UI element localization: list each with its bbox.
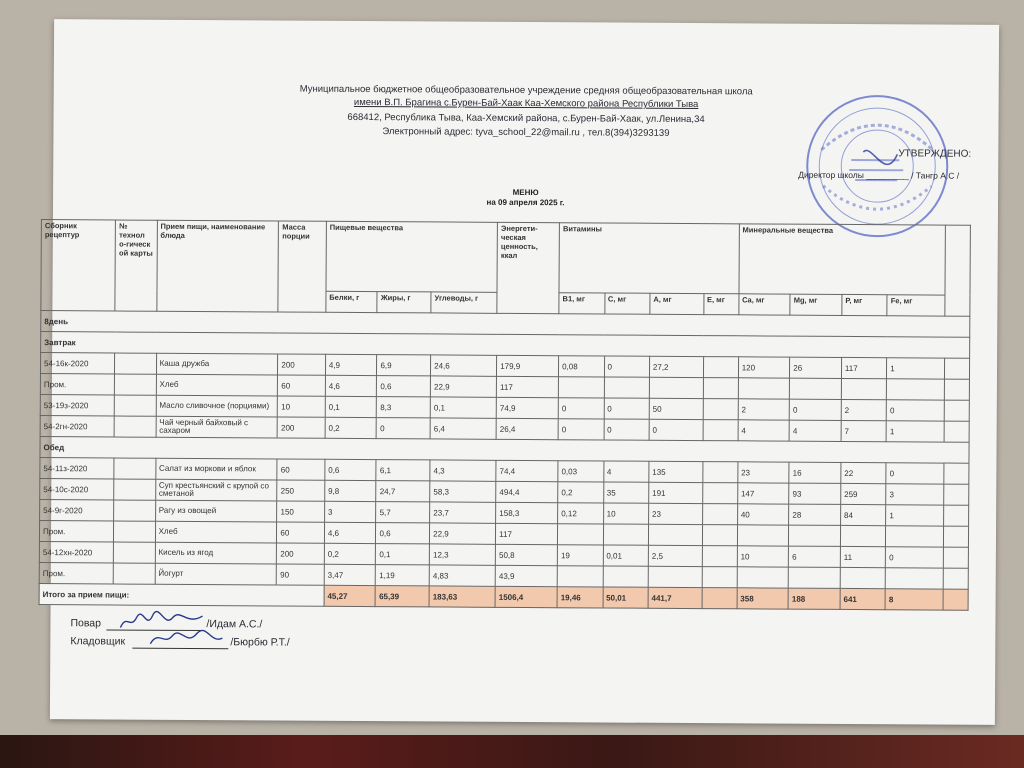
- cell-name: Кисель из ягод: [155, 542, 277, 564]
- header-minerals: Минеральные вещества: [739, 224, 946, 295]
- cell-energy: 50,8: [495, 544, 557, 565]
- cell-name: Масло сливочное (порциями): [156, 395, 278, 417]
- cell-p: 84: [840, 504, 886, 525]
- cell-a: 23: [648, 503, 702, 524]
- total-c: 50,01: [603, 587, 649, 608]
- cell-p: 259: [841, 483, 887, 504]
- day-label: 8день: [41, 311, 970, 338]
- cell-empty: [114, 458, 155, 479]
- cell-fe: 1: [886, 421, 944, 442]
- cell-e: [703, 378, 738, 399]
- cell-mg: 28: [789, 504, 841, 525]
- cell-empty: [944, 400, 969, 421]
- total-p: 641: [840, 588, 886, 609]
- breakfast-label: Завтрак: [41, 332, 970, 359]
- cell-ca: 147: [737, 483, 789, 504]
- cell-empty: [114, 521, 155, 542]
- cell-carbs: 22,9: [430, 376, 496, 397]
- cell-name: Хлеб: [156, 374, 278, 396]
- cell-a: 27,2: [649, 356, 703, 377]
- cook-label: Повар: [70, 617, 102, 630]
- cook-name: /Идам А.С./: [206, 618, 263, 631]
- cell-fe: 3: [886, 484, 944, 505]
- header-mg: Mg, мг: [790, 294, 842, 315]
- cell-fat: 0,6: [376, 523, 430, 544]
- cell-protein: 0,2: [325, 417, 377, 438]
- cell-protein: 3,47: [324, 564, 376, 585]
- cell-code: 54-10с-2020: [40, 479, 114, 500]
- cell-mg: [790, 378, 842, 399]
- cell-b1: 19: [557, 545, 603, 566]
- cell-b1: 0: [558, 419, 604, 440]
- cell-empty: [114, 500, 155, 521]
- cell-energy: 117: [497, 376, 559, 397]
- school-name-line1: Муниципальное бюджетное общеобразовательное учреждение средняя общеобразовательная школа: [299, 83, 753, 98]
- cell-empty: [944, 526, 969, 547]
- header-vitamins: Витамины: [559, 223, 739, 294]
- floor-background: [0, 735, 1024, 768]
- cell-ca: 10: [737, 546, 789, 567]
- cell-p: 22: [841, 462, 887, 483]
- cell-empty: [943, 547, 968, 568]
- cell-ca: 120: [738, 357, 790, 378]
- header-c: C, мг: [604, 293, 650, 314]
- cell-mass: 60: [277, 459, 325, 480]
- cell-p: [840, 567, 886, 588]
- cell-mass: 200: [277, 543, 325, 564]
- header-b1: B1, мг: [559, 293, 605, 314]
- cell-mass: 200: [278, 354, 326, 375]
- cell-mass: 60: [277, 522, 325, 543]
- cell-fat: 0,6: [377, 376, 431, 397]
- cell-code: 54-2гн-2020: [40, 416, 114, 437]
- cell-carbs: 22,9: [430, 523, 496, 544]
- cell-energy: 74,4: [496, 460, 558, 481]
- cell-fat: 0,1: [376, 544, 430, 565]
- cell-e: [702, 504, 737, 525]
- cell-fe: 1: [886, 505, 944, 526]
- cell-name: Чай черный байховый с сахаром: [156, 416, 278, 438]
- cell-a: [648, 524, 702, 545]
- cell-ca: [737, 525, 789, 546]
- cell-p: [840, 525, 886, 546]
- total-fat: 65,39: [376, 586, 430, 607]
- header-nutrients: Пищевые вещества: [326, 221, 498, 292]
- header-ca: Ca, мг: [739, 294, 791, 315]
- header-meal: Прием пищи, наименование блюда: [156, 220, 278, 312]
- cell-empty: [115, 374, 156, 395]
- cell-c: [603, 566, 649, 587]
- cell-empty: [115, 395, 156, 416]
- cell-c: [603, 524, 649, 545]
- cell-protein: 0,2: [324, 543, 376, 564]
- cell-fat: 24,7: [376, 481, 430, 502]
- cell-empty: [943, 568, 968, 589]
- cell-fat: 8,3: [377, 397, 431, 418]
- cell-empty: [114, 542, 155, 563]
- cell-a: [649, 377, 703, 398]
- cell-p: 11: [840, 546, 886, 567]
- cell-c: 0: [604, 356, 650, 377]
- total-carbs: 183,63: [429, 586, 495, 607]
- cell-fat: 5,7: [376, 502, 430, 523]
- cell-empty: [944, 505, 969, 526]
- cell-carbs: 4,83: [429, 565, 495, 586]
- school-address: 668412, Республика Тыва, Каа-Хемский района, с.Бурен-Бай-Хаак, ул.Ленина,34: [347, 111, 705, 126]
- cell-mg: 26: [790, 357, 842, 378]
- cell-protein: 9,8: [325, 480, 377, 501]
- cell-code: 54-16к-2020: [40, 353, 114, 374]
- document-sheet: [42, 19, 999, 725]
- cell-energy: 74,9: [496, 397, 558, 418]
- cell-p: 2: [841, 399, 887, 420]
- director-signature-line: Директор школы _________ / Тангр А.С /: [798, 169, 960, 181]
- cell-e: [702, 567, 737, 588]
- cell-name: Салат из моркови и яблок: [155, 458, 277, 480]
- total-label: Итого за прием пищи:: [39, 584, 324, 607]
- cell-e: [702, 462, 737, 483]
- cell-carbs: 6,4: [430, 418, 496, 439]
- cell-fe: 1: [887, 358, 945, 379]
- cell-empty: [115, 353, 156, 374]
- cell-carbs: 4,3: [430, 460, 496, 481]
- header-tech-card: № технол о-гическ ой карты: [115, 220, 157, 311]
- cell-mass: 150: [277, 501, 325, 522]
- school-stamp-icon: [801, 90, 954, 243]
- total-a: 441,7: [648, 587, 702, 608]
- cell-code: Пром.: [39, 563, 113, 584]
- school-contacts: Электронный адрес: tyva_school_22@mail.ru , тел.8(394)3293139: [382, 126, 670, 139]
- total-empty: [943, 589, 968, 610]
- cell-b1: 0,03: [558, 461, 604, 482]
- header-fat: Жиры, г: [377, 292, 431, 313]
- cell-a: 135: [649, 461, 703, 482]
- cell-protein: 0,1: [325, 396, 377, 417]
- header-mass: Масса порции: [278, 221, 326, 312]
- cell-energy: 43,9: [495, 565, 557, 586]
- cell-fat: 6,9: [377, 355, 431, 376]
- cell-mass: 90: [277, 564, 325, 585]
- header-p: P, мг: [842, 294, 888, 315]
- cell-protein: 4,6: [324, 522, 376, 543]
- cell-fe: [887, 379, 945, 400]
- cell-mass: 10: [278, 396, 326, 417]
- cell-a: 0: [649, 419, 703, 440]
- cell-name: Каша дружба: [156, 353, 278, 375]
- lunch-label: Обед: [40, 437, 969, 464]
- cell-ca: [738, 378, 790, 399]
- cell-empty: [114, 416, 155, 437]
- cell-a: 191: [649, 482, 703, 503]
- cell-a: 50: [649, 398, 703, 419]
- cell-empty: [945, 358, 970, 379]
- cell-carbs: 12,3: [429, 544, 495, 565]
- cell-a: [648, 566, 702, 587]
- storekeeper-name: /Бюрбю Р.Т./: [230, 636, 290, 649]
- cell-b1: [558, 524, 604, 545]
- cell-mg: 0: [790, 399, 842, 420]
- cell-empty: [944, 421, 969, 442]
- cell-fat: 1,19: [376, 565, 430, 586]
- cell-ca: 40: [737, 504, 789, 525]
- cell-protein: 3: [324, 501, 376, 522]
- cell-p: 117: [841, 357, 887, 378]
- cell-carbs: 0,1: [430, 397, 496, 418]
- cell-code: Пром.: [40, 374, 114, 395]
- header-a: A, мг: [650, 293, 704, 314]
- cell-name: Хлеб: [155, 521, 277, 543]
- cell-c: 10: [603, 503, 649, 524]
- cell-energy: 179,9: [497, 355, 559, 376]
- cell-mg: 6: [789, 546, 841, 567]
- cell-protein: 0,6: [325, 459, 377, 480]
- cell-b1: [557, 566, 603, 587]
- cell-fe: 0: [886, 547, 944, 568]
- cell-name: Рагу из овощей: [155, 500, 277, 522]
- total-energy: 1506,4: [495, 586, 557, 607]
- cell-empty: [944, 379, 969, 400]
- header-e: E, мг: [703, 294, 738, 315]
- approved-label: УТВЕРЖДЕНО:: [898, 148, 972, 160]
- cell-energy: 158,3: [496, 502, 558, 523]
- cell-b1: 0: [558, 398, 604, 419]
- cell-fe: 0: [886, 463, 944, 484]
- cell-code: Пром.: [39, 521, 113, 542]
- cell-b1: 0,12: [558, 503, 604, 524]
- header-protein: Белки, г: [326, 291, 378, 312]
- cell-fe: [885, 568, 943, 589]
- cell-c: [604, 377, 650, 398]
- storekeeper-label: Кладовщик: [70, 635, 126, 648]
- cell-p: 7: [841, 420, 887, 441]
- cell-mass: 200: [277, 417, 325, 438]
- cell-e: [703, 357, 738, 378]
- total-row: [39, 584, 968, 611]
- cell-p: [841, 378, 887, 399]
- cell-c: 0: [604, 419, 650, 440]
- cell-b1: [558, 377, 604, 398]
- cell-empty: [114, 563, 155, 584]
- cell-code: 54-11з-2020: [40, 458, 114, 479]
- cell-b1: 0,2: [558, 482, 604, 503]
- cell-ca: 2: [738, 399, 790, 420]
- school-name-line2: имени В.П. Брагина с.Бурен-Бай-Хаак Каа-Хемского района Республики Тыва: [353, 96, 699, 111]
- cell-protein: 4,6: [325, 375, 377, 396]
- cell-mass: 60: [278, 375, 326, 396]
- cell-name: Йогурт: [155, 563, 277, 585]
- cell-protein: 4,9: [325, 354, 377, 375]
- cell-mass: 250: [277, 480, 325, 501]
- cell-a: 2,5: [648, 545, 702, 566]
- lunch-rows: [39, 458, 969, 590]
- cell-c: 4: [603, 461, 649, 482]
- cell-name: Суп крестьянский с крупой со сметаной: [155, 479, 277, 501]
- cell-mg: 16: [789, 462, 841, 483]
- cell-mg: 93: [789, 483, 841, 504]
- header-empty: [945, 225, 970, 316]
- cell-mg: [788, 567, 840, 588]
- cell-fe: [886, 526, 944, 547]
- cell-empty: [944, 463, 969, 484]
- menu-table: [39, 219, 971, 611]
- total-e: [702, 588, 737, 609]
- cell-mg: [789, 525, 841, 546]
- total-b1: 19,46: [557, 587, 603, 608]
- cell-ca: 23: [738, 462, 790, 483]
- cell-energy: 26,4: [496, 418, 558, 439]
- cell-empty: [944, 484, 969, 505]
- cell-b1: 0,08: [559, 356, 605, 377]
- header-energy: Энергети-ческая ценность, ккал: [497, 222, 559, 313]
- cell-ca: 4: [738, 420, 790, 441]
- cell-carbs: 24,6: [431, 355, 497, 376]
- cell-carbs: 23,7: [430, 502, 496, 523]
- cell-fat: 6,1: [376, 460, 430, 481]
- cell-carbs: 58,3: [430, 481, 496, 502]
- header-recipes: Сборник рецептур: [41, 220, 116, 311]
- cell-c: 0: [604, 398, 650, 419]
- cell-energy: 494,4: [496, 481, 558, 502]
- total-ca: 358: [737, 588, 789, 609]
- cell-code: 54-9г-2020: [40, 500, 114, 521]
- header-carbs: Углеводы, г: [431, 292, 497, 313]
- cell-e: [702, 483, 737, 504]
- cell-e: [703, 399, 738, 420]
- cell-code: 53-19з-2020: [40, 395, 114, 416]
- cell-ca: [737, 567, 789, 588]
- cell-e: [702, 525, 737, 546]
- cell-mg: 4: [789, 420, 841, 441]
- cell-code: 54-12хн-2020: [39, 542, 113, 563]
- cell-empty: [114, 479, 155, 500]
- total-mg: 188: [788, 588, 840, 609]
- cell-c: 0,01: [603, 545, 649, 566]
- cell-energy: 117: [496, 523, 558, 544]
- storekeeper-signature-icon: [146, 628, 226, 650]
- menu-title: МЕНЮ на 09 апреля 2025 г.: [53, 185, 998, 211]
- breakfast-rows: [40, 353, 969, 443]
- cell-e: [703, 420, 738, 441]
- header-fe: Fe, мг: [887, 295, 945, 316]
- menu-date: на 09 апреля 2025 г.: [486, 197, 565, 208]
- total-protein: 45,27: [324, 585, 376, 606]
- cell-c: 35: [603, 482, 649, 503]
- cell-e: [702, 546, 737, 567]
- cell-fe: 0: [887, 400, 945, 421]
- cell-fat: 0: [377, 418, 431, 439]
- total-fe: 8: [885, 589, 943, 610]
